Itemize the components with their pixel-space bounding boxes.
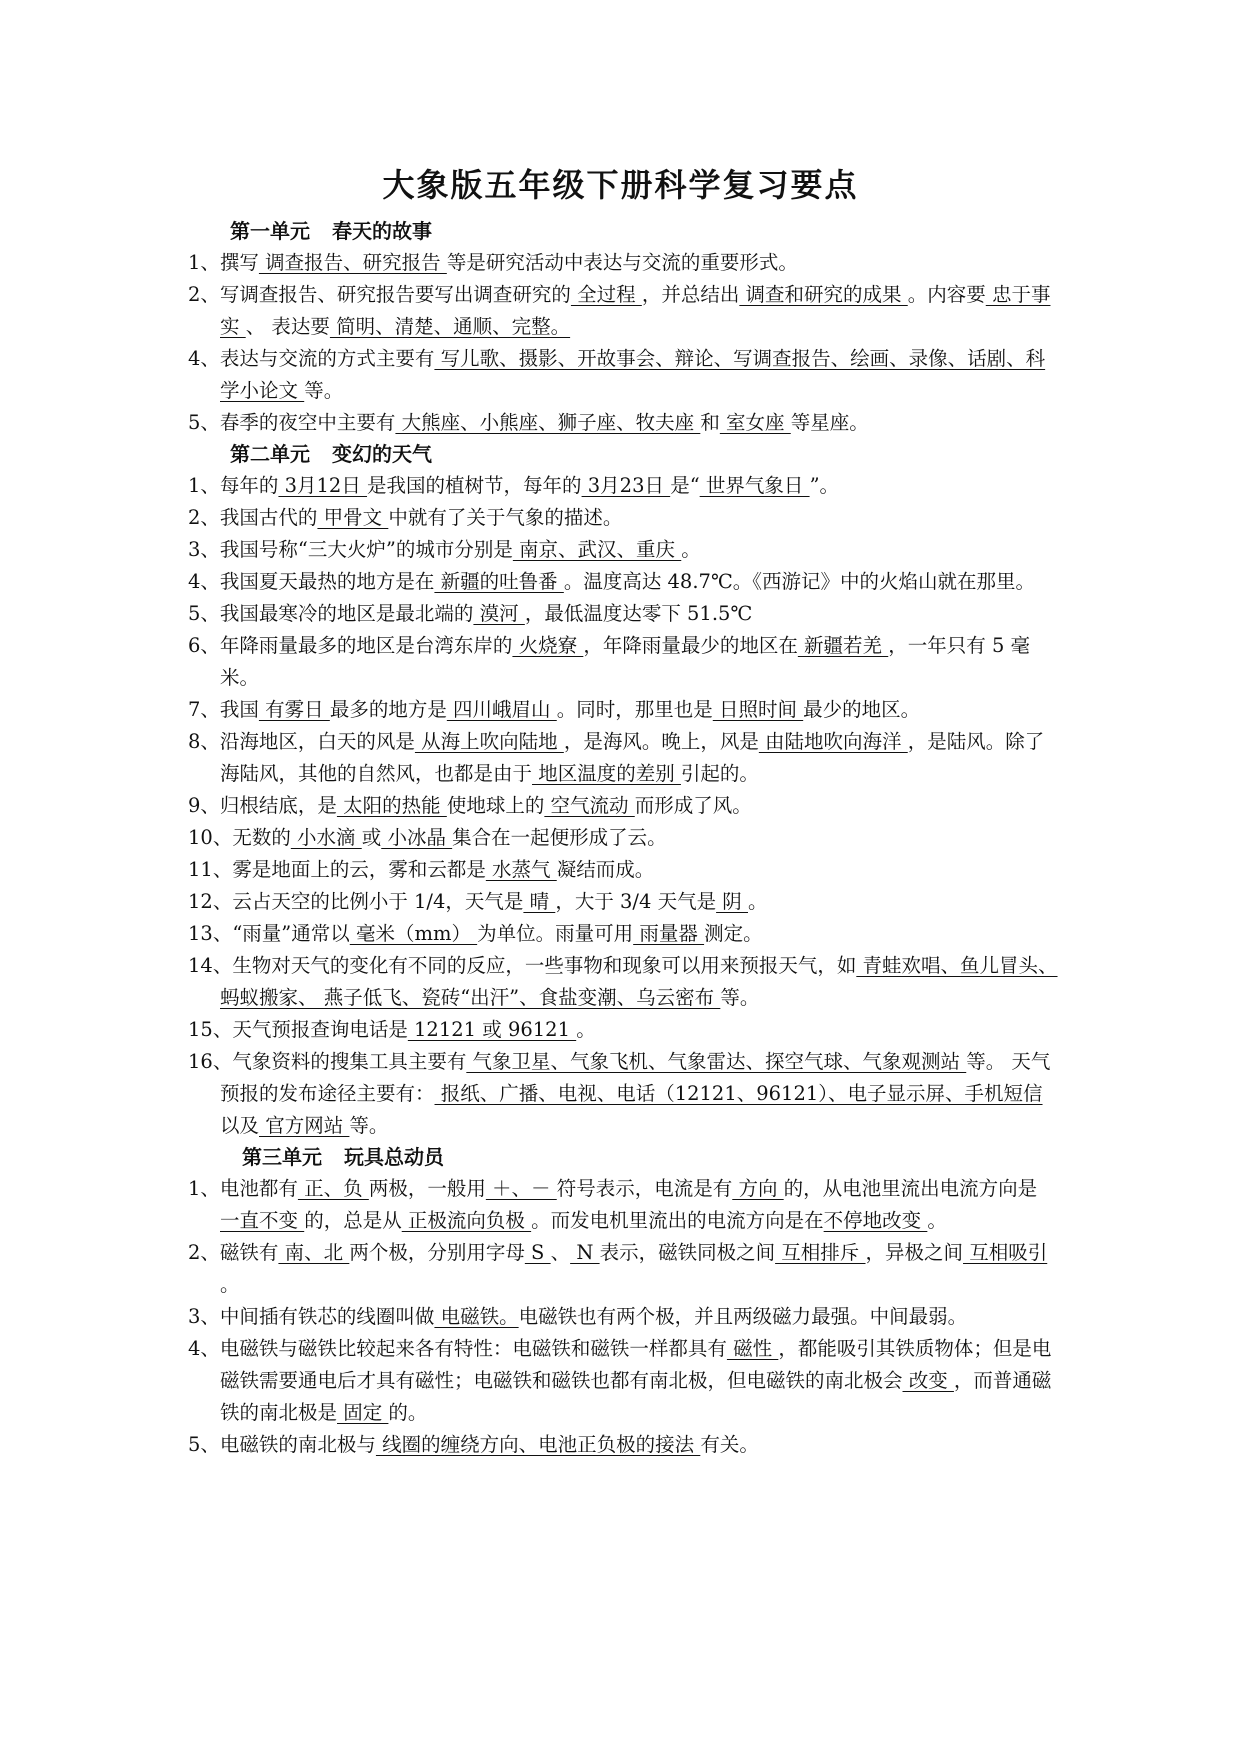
- item-text: 。而发电机里流出的电流方向是在: [531, 1209, 824, 1232]
- answer-blank: 大熊座、小熊座、狮子座、牧夫座: [395, 411, 701, 434]
- item-text: ，异极之间: [865, 1241, 964, 1264]
- answer-blank: 地区温度的差别: [532, 762, 681, 785]
- review-item: [188, 502, 1058, 534]
- answer-blank: 从海上吹向陆地: [414, 730, 564, 753]
- answer-blank: 水蒸气: [485, 858, 557, 881]
- review-item: [188, 1301, 1058, 1333]
- item-text: 8、沿海地区，白天的风是: [188, 730, 415, 753]
- item-text: 有关。: [700, 1433, 759, 1456]
- answer-blank: 忠于事实: [220, 283, 1051, 338]
- item-text: 12、云占天空的比例小于 1/4，天气是: [188, 890, 524, 913]
- unit-heading: [188, 439, 1058, 470]
- review-item: [188, 854, 1058, 886]
- item-text: 以及: [220, 1114, 260, 1137]
- unit-title: 春天的故事: [332, 219, 432, 243]
- review-item: [188, 1173, 1058, 1237]
- item-text: 3、我国号称“三大火炉”的城市分别是: [188, 538, 513, 561]
- answer-blank: 不停地改变: [823, 1209, 928, 1232]
- item-text: 1、电池都有: [188, 1177, 298, 1200]
- item-text: 的，总是从: [304, 1209, 402, 1232]
- answer-blank: 青蛙欢唱、鱼儿冒头、蚂蚁搬家、 燕子低飞、瓷砖“出汗”、食盐变潮、乌云密布: [220, 954, 1058, 1009]
- answer-blank: S: [524, 1241, 551, 1264]
- item-text: 是“: [670, 474, 700, 497]
- item-text: ，并总结出: [641, 283, 740, 306]
- answer-blank: 方向: [732, 1177, 784, 1200]
- review-item: [188, 407, 1058, 439]
- item-text: 、 表达要: [245, 315, 330, 338]
- answer-blank: 正、负: [297, 1177, 369, 1200]
- answer-blank: 雨量器: [633, 922, 705, 945]
- item-text: 。: [927, 1209, 947, 1232]
- item-text: 的，从电池里流出电流方向是: [783, 1177, 1038, 1200]
- review-item: [188, 694, 1058, 726]
- document-title: 大象版五年级下册科学复习要点: [382, 166, 859, 204]
- answer-blank: 正极流向负极: [401, 1209, 532, 1232]
- answer-blank: 互相吸引: [963, 1241, 1048, 1264]
- item-text: ”。: [809, 474, 840, 497]
- answer-blank: 全过程: [570, 283, 642, 306]
- item-text: 1、每年的: [188, 474, 279, 497]
- review-item: [188, 790, 1058, 822]
- review-item: [188, 247, 1058, 279]
- item-text: 5、电磁铁的南北极与: [188, 1433, 376, 1456]
- item-text: 集合在一起便形成了云。: [452, 826, 667, 849]
- review-item: [188, 566, 1058, 598]
- item-text: 5、春季的夜空中主要有: [188, 411, 396, 434]
- item-text: 表示，磁铁同极之间: [599, 1241, 776, 1264]
- review-item: [188, 1014, 1058, 1046]
- item-text: 等。: [349, 1114, 389, 1137]
- item-text: 而形成了风。: [634, 794, 752, 817]
- review-item: [188, 950, 1058, 1014]
- answer-blank: 小水滴: [290, 826, 362, 849]
- item-text: 。: [220, 1273, 240, 1296]
- answer-blank: 3月23日: [581, 474, 671, 497]
- answer-blank: 改变: [902, 1369, 954, 1392]
- item-text: 7、我国: [188, 698, 259, 721]
- answer-blank: 固定: [337, 1401, 389, 1424]
- answer-blank: 毫米（mm）: [349, 922, 478, 945]
- answer-blank: 有雾日: [258, 698, 330, 721]
- answer-blank: 气象卫星、气象飞机、气象雷达、探空气球、气象观测站: [466, 1050, 967, 1073]
- answer-blank: 12121 或 96121: [407, 1018, 577, 1041]
- answer-blank: 世界气象日: [699, 474, 810, 497]
- answer-blank: 写儿歌、摄影、开故事会、辩论、写调查报告、绘画、录像、话剧、科学小论文: [220, 347, 1046, 402]
- item-text: 等星座。: [790, 411, 869, 434]
- unit-title: 玩具总动员: [344, 1145, 444, 1169]
- item-text: ，大于 3/4 天气是: [555, 890, 717, 913]
- item-text: 等。: [304, 379, 344, 402]
- answer-blank: 3月12日: [278, 474, 368, 497]
- item-text: 。同时，那里也是: [556, 698, 713, 721]
- answer-blank: 太阳的热能: [336, 794, 447, 817]
- item-text: 6、年降雨量最多的地区是台湾东岸的: [188, 634, 513, 657]
- review-item: [188, 886, 1058, 918]
- item-text: ，都能吸引其铁质物体；但是电磁铁需要通电后才具有磁性；电磁铁和磁铁也都有南北极，但电磁铁的南北极会: [220, 1337, 1052, 1392]
- item-text: ，是陆风。除了海陆风，其他的自然风，也都是由于: [220, 730, 1045, 785]
- item-text: 3、中间插有铁芯的线圈叫做: [188, 1305, 435, 1328]
- item-text: 等是研究活动中表达与交流的重要形式。: [446, 251, 798, 274]
- answer-blank: N: [570, 1241, 600, 1264]
- answer-blank: ＋、－: [485, 1177, 557, 1200]
- answer-blank: 磁性: [726, 1337, 779, 1360]
- item-text: 中就有了关于气象的描述。: [388, 506, 623, 529]
- item-text: 16、气象资料的搜集工具主要有: [188, 1050, 467, 1073]
- item-text: ，年降雨量最少的地区在: [583, 634, 798, 657]
- item-text: 。: [681, 538, 701, 561]
- item-text: 11、雾是地面上的云，雾和云都是: [188, 858, 486, 881]
- item-text: ，而普通磁铁的南北极是: [220, 1369, 1052, 1424]
- item-text: 或: [361, 826, 382, 849]
- item-text: 2、我国古代的: [188, 506, 318, 529]
- item-text: ，是海风。晚上，风是: [563, 730, 759, 753]
- answer-blank: 电磁铁。: [434, 1305, 519, 1328]
- review-item: [188, 630, 1058, 694]
- answer-blank: 新疆若羌: [797, 634, 889, 657]
- review-item: [188, 726, 1058, 790]
- answer-blank: 线圈的缠绕方向、电池正负极的接法: [375, 1433, 701, 1456]
- item-text: 2、磁铁有: [188, 1241, 279, 1264]
- answer-blank: 漠河: [473, 602, 525, 625]
- review-item: [188, 1333, 1058, 1429]
- answer-blank: 晴: [523, 890, 556, 913]
- item-text: 两极，一般用: [368, 1177, 486, 1200]
- review-item: [188, 1237, 1058, 1301]
- review-item: [188, 1429, 1058, 1461]
- item-text: 引起的。: [680, 762, 759, 785]
- item-text: 。: [748, 890, 768, 913]
- item-text: 。温度高达 48.7℃。《西游记》中的火焰山就在那里。: [563, 570, 1036, 593]
- item-text: 4、我国夏天最热的地方是在: [188, 570, 435, 593]
- answer-blank: 调查和研究的成果: [739, 283, 908, 306]
- item-text: 使地球上的: [446, 794, 545, 817]
- review-item: [188, 918, 1058, 950]
- review-item: [188, 1046, 1058, 1142]
- unit-heading: [188, 1142, 1058, 1173]
- answer-blank: 南京、武汉、重庆: [512, 538, 682, 561]
- answer-blank: 日照时间: [712, 698, 804, 721]
- review-item: [188, 470, 1058, 502]
- item-text: 等。 天气预报的发布途径主要有：: [220, 1050, 1051, 1105]
- review-item: [188, 822, 1058, 854]
- unit-title: 变幻的天气: [332, 442, 432, 466]
- answer-blank: 一直不变: [220, 1209, 305, 1232]
- answer-blank: 南、北: [278, 1241, 350, 1264]
- item-text: 。内容要: [907, 283, 986, 306]
- document-body: [188, 216, 1058, 1461]
- answer-blank: 甲骨文: [317, 506, 389, 529]
- answer-blank: 阴: [716, 890, 748, 913]
- answer-blank: 新疆的吐鲁番: [434, 570, 564, 593]
- item-text: 10、无数的: [188, 826, 291, 849]
- unit-number: 第三单元: [242, 1145, 322, 1169]
- answer-blank: 由陆地吹向海洋: [758, 730, 908, 753]
- answer-blank: 小冰晶: [381, 826, 453, 849]
- answer-blank: 报纸、广播、电视、电话（12121、96121）、电子显示屏、手机短信: [434, 1082, 1043, 1105]
- item-text: 电磁铁也有两个极，并且两级磁力最强。中间最弱。: [518, 1305, 968, 1328]
- item-text: 测定。: [704, 922, 763, 945]
- item-text: 5、我国最寒冷的地区是最北端的: [188, 602, 474, 625]
- review-item: [188, 598, 1058, 630]
- item-text: 、: [550, 1241, 571, 1264]
- answer-blank: 简明、清楚、通顺、完整。: [329, 315, 571, 338]
- review-item: [188, 279, 1058, 343]
- item-text: 凝结而成。: [556, 858, 655, 881]
- item-text: 最多的地方是: [329, 698, 447, 721]
- item-text: 4、电磁铁与磁铁比较起来各有特性：电磁铁和磁铁一样都具有: [188, 1337, 727, 1360]
- review-item: [188, 343, 1058, 407]
- answer-blank: 空气流动: [544, 794, 635, 817]
- item-text: 15、天气预报查询电话是: [188, 1018, 408, 1041]
- answer-blank: 官方网站: [259, 1114, 350, 1137]
- item-text: 13、“雨量”通常以: [188, 922, 350, 945]
- item-text: 为单位。雨量可用: [477, 922, 634, 945]
- answer-blank: 火烧寮: [512, 634, 584, 657]
- item-text: ，最低温度达零下 51.5℃: [524, 602, 753, 625]
- item-text: 两个极，分别用字母: [349, 1241, 525, 1264]
- item-text: 14、生物对天气的变化有不同的反应，一些事物和现象可以用来预报天气，如: [188, 954, 857, 977]
- item-text: 符号表示，电流是有: [556, 1177, 733, 1200]
- answer-blank: 互相排斥: [775, 1241, 866, 1264]
- item-text: 是我国的植树节，每年的: [367, 474, 582, 497]
- unit-number: 第二单元: [230, 442, 310, 466]
- answer-blank: 四川峨眉山: [446, 698, 557, 721]
- item-text: 9、归根结底，是: [188, 794, 337, 817]
- unit-number: 第一单元: [230, 219, 310, 243]
- answer-blank: 室女座: [719, 411, 791, 434]
- review-item: [188, 534, 1058, 566]
- item-text: 的。: [388, 1401, 428, 1424]
- item-text: 最少的地区。: [803, 698, 921, 721]
- item-text: 等。: [720, 986, 760, 1009]
- item-text: 2、写调查报告、研究报告要写出调查研究的: [188, 283, 571, 306]
- item-text: 4、表达与交流的方式主要有: [188, 347, 435, 370]
- item-text: ，一年只有 5 毫米。: [220, 634, 1031, 689]
- item-text: 和: [700, 411, 720, 434]
- item-text: 。: [576, 1018, 596, 1041]
- unit-heading: [188, 216, 1058, 247]
- answer-blank: 调查报告、研究报告: [258, 251, 447, 274]
- item-text: 1、撰写: [188, 251, 259, 274]
